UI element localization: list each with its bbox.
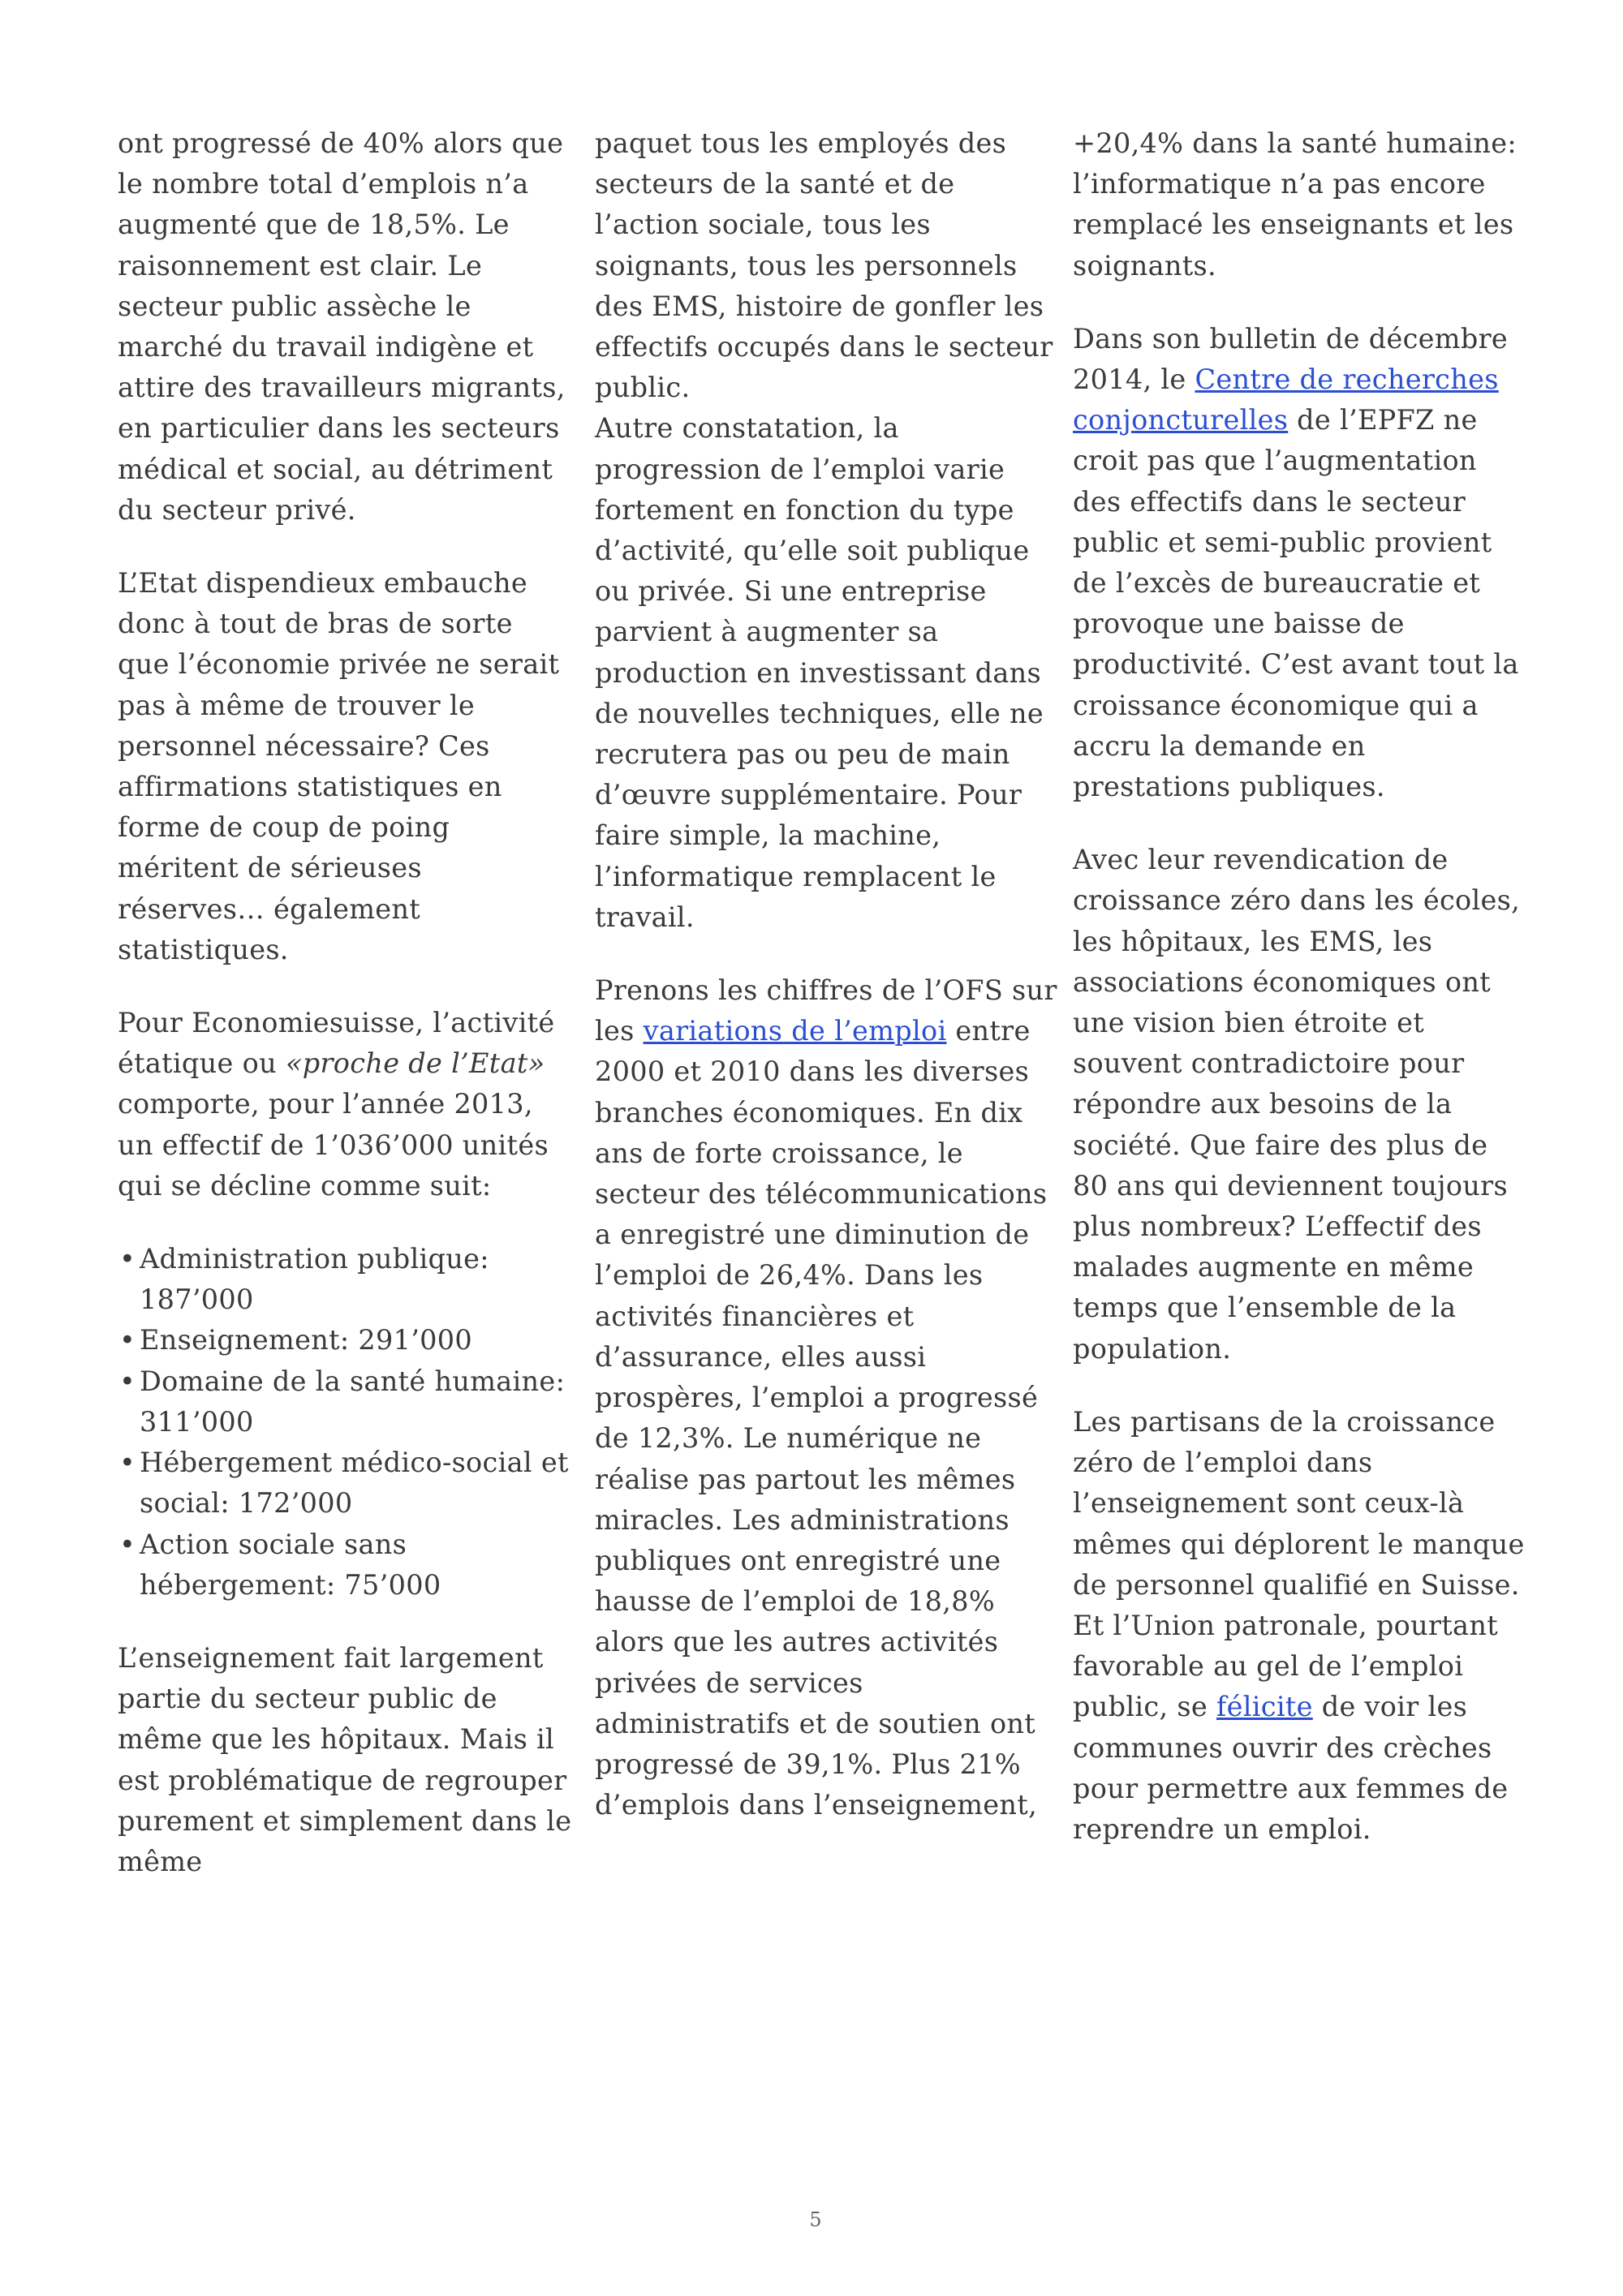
text-run: entre 2000 et 2010 dans les diverses branches économiques. En dix ans de forte croissance, le secteur des télécommunications a enregistré une diminution de l’emploi de 26,4%. Dans les activités financières et d’assurance, elles aussi prospères, l’emploi a progressé de 12,3%. Le numérique ne réalise pas partout les mêmes miracles. Les administrations publiques ont enregistré une hausse de l’emploi de 18,8% alors que les autres activités privées de services administratifs et de soutien ont progressé de 39,1%. Plus 21% d’emplois dans l’enseignement, [595, 1015, 1048, 1821]
list-item: • Administration publique: 187’000 [118, 1239, 572, 1320]
text-run: de voir les communes ouvrir des crèches pour permettre aux femmes de reprendre un emploi. [1073, 1691, 1509, 1845]
link-felicite[interactable]: félicite [1216, 1691, 1313, 1723]
paragraph [118, 1003, 572, 1206]
text-column-2 [595, 123, 1061, 1858]
list-item: • Hébergement médico-social et social: 172’000 [118, 1443, 572, 1524]
page-number: 5 [809, 2208, 822, 2231]
paragraph: paquet tous les employés des secteurs de la santé et de l’action sociale, tous les soignants, tous les personnels des EMS, histoire de gonfler les effectifs occupés dans le secteur public. [595, 127, 1053, 404]
text-run: comporte, pour l’année 2013, un effectif de 1’036’000 unités qui se décline comme suit: [118, 1088, 549, 1202]
paragraph [1073, 319, 1527, 807]
text-run: Prenons les chiffres de l’OFS sur les [595, 974, 1057, 1047]
text-column-1 [118, 123, 572, 1915]
text-run: de l’EPFZ ne croit pas que l’augmentation des effectifs dans le secteur public et semi-public provient de l’excès de bureaucratie et provoque une baisse de productivité. C’est avant tout la croissance économique qui a accru la demande en prestations publiques. [1073, 404, 1519, 803]
text-column-3 [1073, 123, 1527, 1882]
list-item: • Action sociale sans hébergement: 75’000 [118, 1524, 572, 1606]
link-centre-recherches-conjoncturelles[interactable]: Centre de recherches conjoncturelles [1073, 363, 1499, 436]
text-run: Pour Economiesuisse, l’activité étatique ou [118, 1007, 555, 1080]
link-variations-emploi[interactable]: variations de l’emploi [643, 1015, 947, 1047]
paragraph: L’Etat dispendieux embauche donc à tout de bras de sorte que l’économie privée ne serait pas à même de trouver le personnel nécessaire? Ces affirmations statistiques en forme de coup de poing méritent de sérieuses réserves… également statistiques. [118, 567, 560, 965]
paragraph [595, 970, 1061, 1825]
list-item: • Domaine de la santé humaine: 311’000 [118, 1361, 572, 1443]
paragraph [1073, 1402, 1527, 1850]
quoted-term: «proche de l’Etat» [285, 1047, 545, 1080]
paragraph: Avec leur revendication de croissance zéro dans les écoles, les hôpitaux, les EMS, les associations économiques ont une vision bien étroite et souvent contradictoire pour répondre aux besoins de la société. Que faire des plus de 80 ans qui deviennent toujours plus nombreux? L’effectif des malades augmente en même temps que l’ensemble de la population. [1073, 844, 1521, 1365]
paragraph: ont progressé de 40% alors que le nombre total d’emplois n’a augmenté que de 18,5%. Le raisonnement est clair. Le secteur public assèche le marché du travail indigène et attire des travailleurs migrants, en particulier dans les secteurs médical et social, au détriment du secteur privé. [118, 127, 566, 526]
text-run: Dans son bulletin de décembre 2014, le [1073, 322, 1509, 396]
paragraph: +20,4% dans la santé humaine: l’informatique n’a pas encore remplacé les enseignants et les soignants. [1073, 127, 1517, 282]
list-item: • Enseignement: 291’000 [118, 1320, 572, 1361]
text-run: Les partisans de la croissance zéro de l’emploi dans l’enseignement sont ceux-là mêmes qui déplorent le manque de personnel qualifié en Suisse. Et l’Union patronale, pourtant favorable au gel de l’emploi public, se [1073, 1405, 1525, 1723]
paragraph: L’enseignement fait largement partie du secteur public de même que les hôpitaux. Mais il est problématique de regrouper purement et simplement dans le même [118, 1641, 572, 1877]
employment-breakdown-list [118, 1239, 572, 1606]
paragraph: Autre constatation, la progression de l’emploi varie fortement en fonction du type d’activité, qu’elle soit publique ou privée. Si une entreprise parvient à augmenter sa production en investissant dans de nouvelles techniques, elle ne recrutera pas ou peu de main d’œuvre supplémentaire. Pour faire simple, la machine, l’informatique remplacent le travail. [595, 412, 1044, 933]
